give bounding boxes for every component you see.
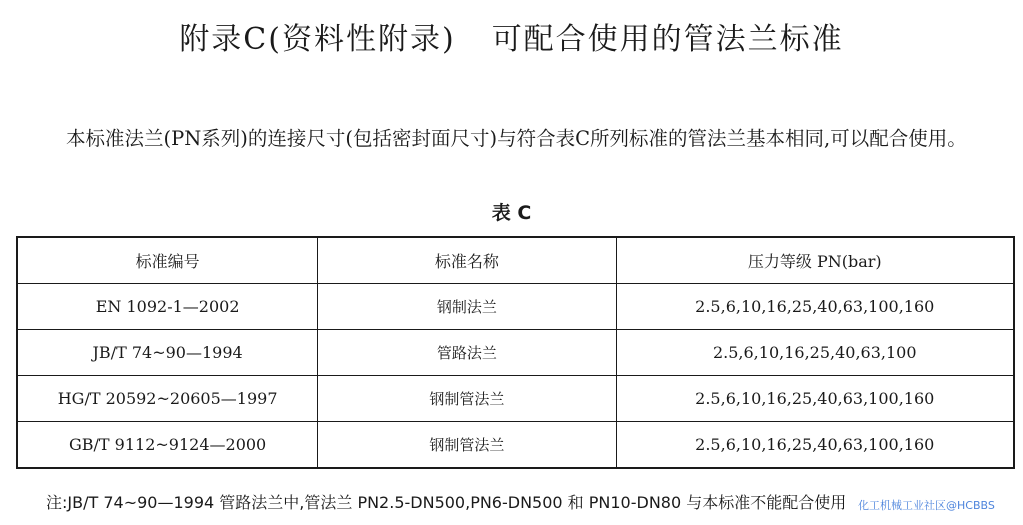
table-caption: 表 C xyxy=(491,202,532,224)
appendix-subject: 可配合使用的管法兰标准 xyxy=(491,22,844,57)
appendix-label: 附录C(资料性附录) xyxy=(179,22,456,57)
cell-standard-name: 钢制管法兰 xyxy=(318,376,616,422)
table-row xyxy=(17,376,1014,422)
cell-standard-name: 钢制法兰 xyxy=(318,284,616,330)
table-footnote: 注:JB/T 74~90—1994 管路法兰中,管法兰 PN2.5-DN500,PN6-DN500 和 PN10-DN80 与本标准不能配合使用 xyxy=(46,493,847,512)
table-row xyxy=(17,330,1014,376)
body-paragraph: 本标准法兰(PN系列)的连接尺寸(包括密封面尺寸)与符合表C所列标准的管法兰基本相同,可以配合使用。 xyxy=(66,127,967,150)
flange-standards-table xyxy=(16,236,1015,469)
header-pressure-class: 压力等级 PN(bar) xyxy=(616,237,1014,284)
cell-standard-name: 钢制管法兰 xyxy=(318,422,616,469)
cell-pressure-class: 2.5,6,10,16,25,40,63,100,160 xyxy=(616,422,1014,469)
cell-standard-number: HG/T 20592~20605—1997 xyxy=(17,376,318,422)
cell-standard-number: JB/T 74~90—1994 xyxy=(17,330,318,376)
cell-pressure-class: 2.5,6,10,16,25,40,63,100,160 xyxy=(616,376,1014,422)
cell-pressure-class: 2.5,6,10,16,25,40,63,100,160 xyxy=(616,284,1014,330)
table-row xyxy=(17,422,1014,469)
cell-standard-number: GB/T 9112~9124—2000 xyxy=(17,422,318,469)
cell-standard-name: 管路法兰 xyxy=(318,330,616,376)
header-standard-number: 标准编号 xyxy=(17,237,318,284)
cell-standard-number: EN 1092-1—2002 xyxy=(17,284,318,330)
table-header-row xyxy=(17,237,1014,284)
cell-pressure-class: 2.5,6,10,16,25,40,63,100 xyxy=(616,330,1014,376)
header-standard-name: 标准名称 xyxy=(318,237,616,284)
table-row xyxy=(17,284,1014,330)
watermark: 化工机械工业社区@HCBBS xyxy=(858,499,995,512)
appendix-title xyxy=(0,14,1023,58)
